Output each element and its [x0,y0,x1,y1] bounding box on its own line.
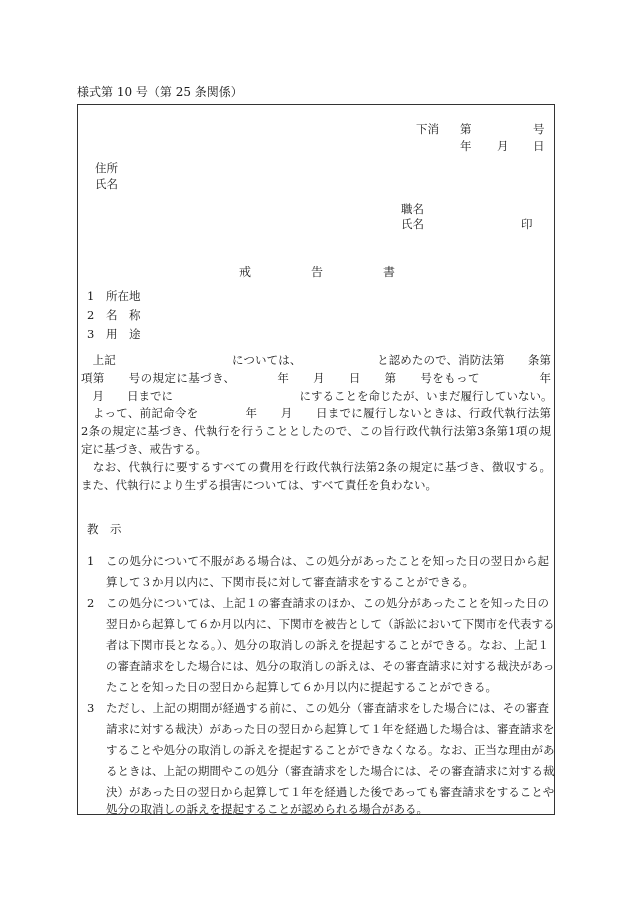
date-month: 月 [497,139,509,153]
instruction-line: の審査請求をした場合には、処分の取消しの訴えは、その審査請求に対する裁決があっ [106,659,555,673]
item-num: 3 [87,327,95,341]
issuer-title-label: 職名 [401,202,424,216]
item-label-usage: 用 途 [106,327,141,341]
body-line: 月 日までに にすることを命じたが、いまだ履行していない。 [81,389,553,403]
instruction-line: ただし、上記の期間が経過する前に、この処分（審査請求をした場合には、その審査 [106,701,549,715]
instruction-line: この処分について不服がある場合は、この処分があったことを知った日の翌日から起 [106,554,549,568]
address-label: 住所 [95,161,118,175]
form-caption: 様式第 10 号（第 25 条関係） [77,85,243,99]
issuer-name-label: 氏名 [401,217,424,231]
item-num: 1 [87,289,95,303]
ref-go: 号 [533,122,545,136]
ref-dai: 第 [460,122,472,136]
instruction-line: 請求に対する裁決）があった日の翌日から起算して１年を経過した場合は、審査請求を [106,722,555,736]
instruction-line: 決）があった日の翌日から起算して１年を経過した後であっても審査請求をすることや [106,785,555,799]
body-line: なお、代執行に要するすべての費用を行政代執行法第2条の規定に基づき、徴収する。 [81,460,551,474]
instruction-line: 処分の取消しの訴えを提起することが認められる場合がある。 [106,802,428,816]
date-year: 年 [460,139,472,153]
instruction-item-num: 2 [87,596,95,610]
ref-prefix: 下消 [416,122,439,136]
title-char-3: 書 [383,265,396,279]
item-num: 2 [87,308,95,322]
instruction-line: 算して３か月以内に、下関市長に対して審査請求をすることができる。 [106,575,474,589]
title-char-2: 告 [311,265,324,279]
item-label-location: 所在地 [106,289,141,303]
instruction-line: 者は下関市長となる。）、処分の取消しの訴えを提起することができる。なお、上記１ [106,638,549,652]
instruction-item-num: 1 [87,554,95,568]
title-char-1: 戒 [239,265,252,279]
body-line: よって、前記命令を 年 月 日までに履行しないときは、行政代執行法第 [81,406,551,420]
instruction-line: することや処分の取消しの訴えを提起することができなくなる。なお、正当な理由があ [106,743,555,757]
body-line: 2条の規定に基づき、代執行を行うこととしたので、この旨行政代執行法第3条第1項の規 [81,424,551,438]
body-line: 上記 については、 と認めたので、消防法第 条第 [81,353,551,367]
seal-label: 印 [521,217,533,231]
date-day: 日 [533,139,545,153]
item-label-name: 名 称 [106,308,141,322]
body-line: また、代執行により生ずる損害については、すべて責任を負わない。 [81,478,438,492]
instruction-line: 翌日から起算して６か月以内に、下関市を被告として（訴訟において下関市を代表する [106,617,555,631]
body-line: 項第 号の規定に基づき、 年 月 日 第 号をもって 年 [81,371,551,385]
instruction-item-num: 3 [87,701,95,715]
instruction-heading: 教 示 [87,522,122,536]
body-line: 定に基づき、戒告する。 [81,442,208,456]
instruction-line: この処分については、上記１の審査請求のほか、この処分があったことを知った日の [106,596,549,610]
addressee-name-label: 氏名 [95,177,118,191]
instruction-line: るときは、上記の期間やこの処分（審査請求をした場合には、その審査請求に対する裁 [106,764,555,778]
instruction-line: たことを知った日の翌日から起算して６か月以内に提起することができる。 [106,680,497,694]
